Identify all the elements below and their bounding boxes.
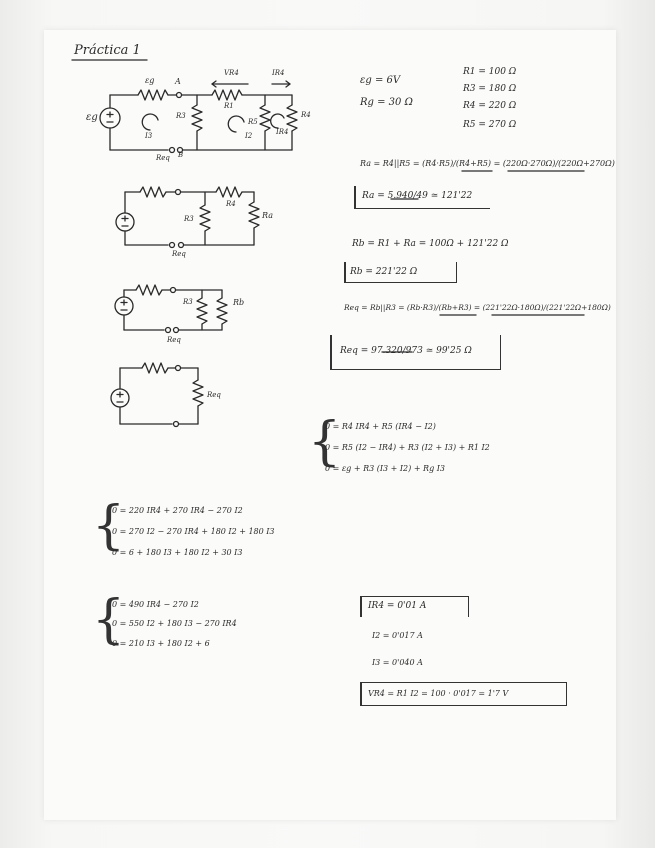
given-eg: εg = 6V	[360, 75, 401, 86]
given-r3: R3 = 180 Ω	[463, 84, 517, 94]
label-node-b: B	[178, 151, 184, 159]
label-c3-r3: R3	[183, 298, 193, 306]
page-title: Práctica 1	[74, 43, 141, 58]
system1-eq1: 0 = R4 IR4 + R5 (IR4 − I2)	[325, 422, 436, 431]
system1-eq3: 0 = εg + R3 (I3 + I2) + Rg I3	[325, 464, 445, 473]
label-c3-rb: Rb	[233, 298, 245, 307]
system3-eq1: 0 = 490 IR4 − 270 I2	[112, 600, 199, 609]
calc-rb-result: Rb = 221'22 Ω	[350, 267, 418, 277]
calc-req-line: Req = Rb||R3 = (Rb·R3)/(Rb+R3) = (221'22Ω·180Ω)/(221'22Ω+180Ω)	[344, 303, 611, 312]
system1-brace: {	[308, 412, 342, 472]
circuit-3	[115, 285, 227, 333]
system1-eq2: 0 = R5 (I2 − IR4) + R3 (I2 + I3) + R1 I2	[325, 443, 490, 452]
circuit-1	[100, 81, 297, 153]
label-req-c1: Req	[156, 154, 170, 162]
circuit-4	[111, 363, 203, 427]
label-c4-req: Req	[207, 391, 221, 399]
system2-brace: {	[92, 496, 126, 556]
label-r3: R3	[176, 112, 186, 120]
label-i3: I3	[145, 132, 153, 140]
label-vr4: VR4	[224, 69, 239, 77]
given-r5: R5 = 270 Ω	[463, 120, 517, 130]
system2-eq1: 0 = 220 IR4 + 270 IR4 − 270 I2	[112, 506, 243, 515]
label-c2-req: Req	[172, 250, 186, 258]
label-ir4: IR4	[272, 69, 285, 77]
given-rg: Rg = 30 Ω	[360, 97, 413, 108]
system2-eq3: 0 = 6 + 180 I3 + 180 I2 + 30 I3	[112, 548, 243, 557]
calc-ra-line: Ra = R4||R5 = (R4·R5)/(R4+R5) = (220Ω·270Ω)/(220Ω+270Ω)	[360, 159, 615, 168]
result-ir4: IR4 = 0'01 A	[368, 601, 427, 611]
result-i2: I2 = 0'017 A	[372, 631, 423, 640]
label-r5: R5	[248, 118, 258, 126]
label-ir4-loop: IR4	[276, 128, 289, 136]
label-source-eg: εg	[86, 112, 98, 123]
label-c2-ra: Ra	[262, 211, 273, 220]
result-i3: I3 = 0'040 A	[372, 658, 423, 667]
given-r4: R4 = 220 Ω	[463, 101, 517, 111]
label-i2: I2	[245, 132, 253, 140]
calc-ra-result: Ra = 5.940/49 ≃ 121'22	[362, 191, 473, 201]
label-r1: R1	[224, 102, 234, 110]
system3-eq3: 0 = 210 I3 + 180 I2 + 6	[112, 639, 210, 648]
label-eg-top: εg	[145, 76, 155, 85]
result-vr4: VR4 = R1 I2 = 100 · 0'017 = 1'7 V	[368, 689, 509, 698]
label-r4: R4	[301, 111, 311, 119]
system2-eq2: 0 = 270 I2 − 270 IR4 + 180 I2 + 180 I3	[112, 527, 275, 536]
label-c3-req: Req	[167, 336, 181, 344]
label-node-a: A	[175, 77, 181, 86]
label-c2-r4: R4	[226, 200, 236, 208]
system3-eq2: 0 = 550 I2 + 180 I3 − 270 IR4	[112, 619, 237, 628]
system3-brace: {	[92, 590, 126, 650]
given-r1: R1 = 100 Ω	[463, 67, 517, 77]
calc-req-result: Req = 97.320/973 ≃ 99'25 Ω	[340, 346, 472, 356]
label-c2-r3: R3	[184, 215, 194, 223]
calc-rb-line: Rb = R1 + Ra = 100Ω + 121'22 Ω	[352, 239, 509, 249]
